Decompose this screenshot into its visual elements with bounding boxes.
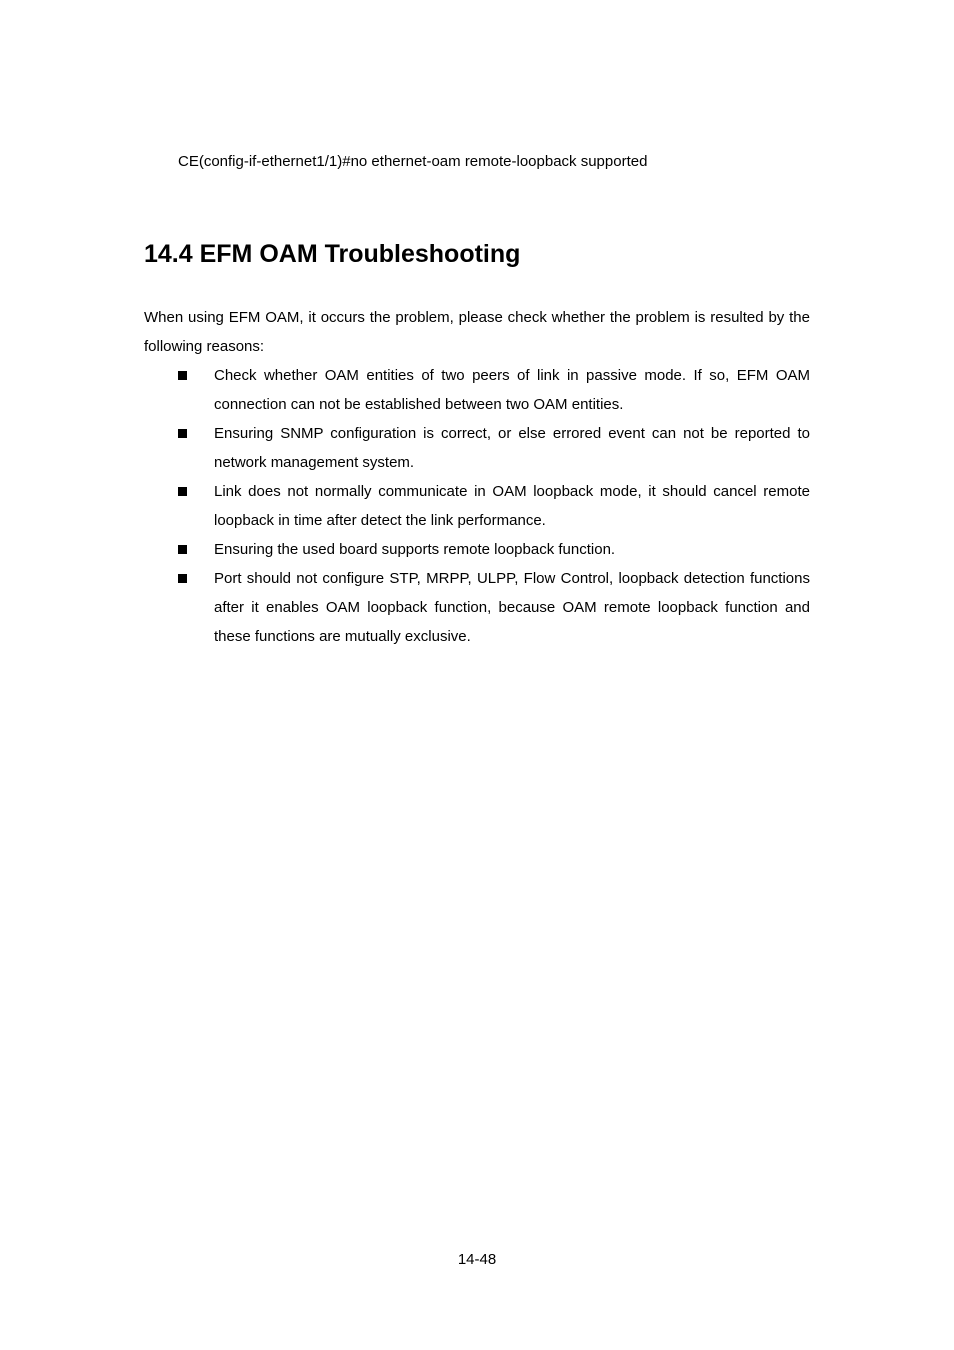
list-item [144, 477, 810, 535]
list-item-text: Check whether OAM entities of two peers of link in passive mode. If so, EFM OAM connection can not be established between two OAM entities. [214, 367, 810, 413]
list-item-text: Ensuring SNMP configuration is correct, or else errored event can not be reported to network management system. [214, 425, 810, 471]
command-example: CE(config-if-ethernet1/1)#no ethernet-oam remote-loopback supported [178, 153, 648, 170]
list-item-text: Link does not normally communicate in OAM loopback mode, it should cancel remote loopback in time after detect the link performance. [214, 483, 810, 529]
list-item [144, 535, 810, 564]
square-bullet-icon [178, 487, 187, 496]
list-item [144, 361, 810, 419]
list-item-text: Port should not configure STP, MRPP, ULPP, Flow Control, loopback detection functions after it enables OAM loopback function, because OAM remote loopback function and these functions are mutually exclusive. [214, 570, 810, 645]
list-item [144, 419, 810, 477]
reasons-list [144, 361, 810, 651]
square-bullet-icon [178, 545, 187, 554]
intro-paragraph: When using EFM OAM, it occurs the problem, please check whether the problem is resulted by the following reasons: [144, 309, 810, 355]
list-item-text: Ensuring the used board supports remote loopback function. [214, 541, 616, 558]
page-number: 14-48 [457, 1251, 497, 1268]
square-bullet-icon [178, 429, 187, 438]
square-bullet-icon [178, 574, 187, 583]
list-item [144, 564, 810, 651]
square-bullet-icon [178, 371, 187, 380]
section-heading: 14.4 EFM OAM Troubleshooting [144, 240, 521, 268]
